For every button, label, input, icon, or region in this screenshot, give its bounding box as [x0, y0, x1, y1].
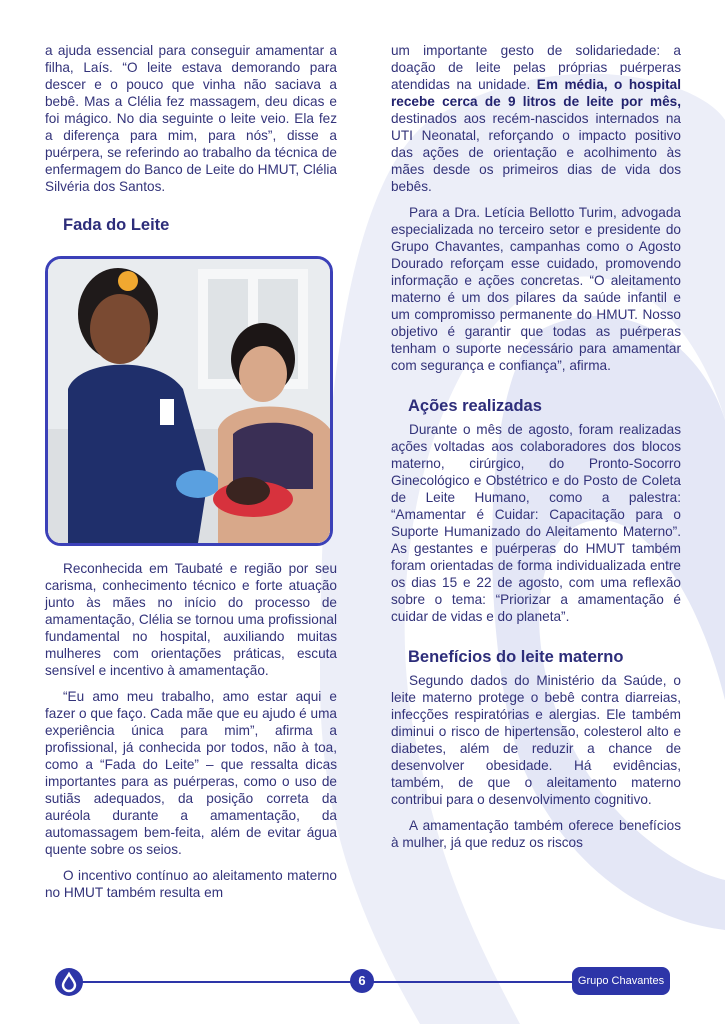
drop-icon	[55, 968, 83, 996]
left-column-lower	[45, 560, 337, 910]
right-paragraph-2: Para a Dra. Letícia Bellotto Turim, advogada especializada no terceiro setor e presidente do Grupo Chavantes, campanhas como o Agosto Dourado reforçam esse cuidado, promovendo informação e ações concretas. “O aleitamento materno é um dos pilares da saúde infantil e um compromisso permanente do HMUT. Nosso objetivo é garantir que todas as puérperas tenham o suporte necessário para amamentar com segurança e confiança”, afirma.	[391, 205, 681, 373]
right-paragraph-4: Segundo dados do Ministério da Saúde, o leite materno protege o bebê contra diarreias, infecções respiratórias e alergias. Ele também diminui o risco de hipertensão, colesterol alto e diabetes, além de reduzir a chance de desenvolver obesidade. Há evidências, também, de que o aleitamento materno contribui para o desenvolvimento cognitivo.	[391, 673, 681, 807]
left-column	[45, 42, 337, 234]
left-paragraph-3: “Eu amo meu trabalho, amo estar aqui e fazer o que faço. Cada mãe que eu ajudo é uma experiência única para mim”, afirma a profissional, já conhecida por todos, não à toa, como a “Fada do Leite” – que ressalta dicas importantes para as puérperas, como o uso de sutiãs adequados, da posição correta da auréola durante a amamentação, da automassagem bem-feita, além de evitar água quente sobre os seios.	[45, 689, 337, 857]
photo-illustration	[48, 259, 330, 543]
section-heading-beneficios: Benefícios do leite materno	[408, 648, 624, 666]
left-paragraph-4: O incentivo contínuo ao aleitamento materno no HMUT também resulta em	[45, 868, 337, 900]
brand-label: Grupo Chavantes	[572, 967, 670, 995]
article-photo	[45, 256, 333, 546]
section-heading-fada-do-leite: Fada do Leite	[63, 216, 170, 234]
footer-rule	[80, 981, 580, 983]
right-paragraph-1-text-a: um importante gesto de solidariedade: a doação de leite pelas próprias puérperas atendidas na unidade.	[391, 43, 681, 92]
section-heading-acoes-realizadas: Ações realizadas	[408, 397, 542, 415]
right-paragraph-1	[391, 42, 681, 195]
right-paragraph-1-text-b: destinados aos recém-nascidos internados na UTI Neonatal, reforçando o impacto positivo das ações de orientação e acolhimento às mães desde os primeiros dias de vida dos bebês.	[391, 111, 681, 194]
left-paragraph-1: a ajuda essencial para conseguir amamentar a filha, Laís. “O leite estava demorando para descer e o pouco que vinha não saciava a bebê. Mas a Clélia fez massagem, deu dicas e foi mágico. No dia seguinte o leite veio. Ela fez a diferença para mim, para nós”, disse a puérpera, se referindo ao trabalho da técnica de enfermagem do Banco de Leite do HMUT, Clélia Silvéria dos Santos.	[45, 43, 337, 194]
right-paragraph-3: Durante o mês de agosto, foram realizadas ações voltadas aos colaboradores dos blocos materno, cirúrgico, do Pronto-Socorro Ginecológico e Obstétrico e do Posto de Coleta de Leite Humano, como a palestra: “Amamentar é Cuidar: Capacitação para o Suporte Humanizado do Aleitamento Materno”. As gestantes e puérperas do HMUT também foram orientadas de forma individualizada entre os dias 15 e 22 de agosto, com uma reflexão sobre o tema: “Priorizar a amamentação é cuidar de vidas e do planeta”.	[391, 422, 681, 624]
right-paragraph-1-highlight: Em média, o hospital recebe cerca de 9 litros de leite por mês,	[391, 77, 681, 109]
page-number: 6	[350, 969, 374, 993]
right-paragraph-5: A amamentação também oferece benefícios à mulher, já que reduz os riscos	[391, 818, 681, 850]
right-column	[391, 42, 681, 860]
left-paragraph-2: Reconhecida em Taubaté e região por seu carisma, conhecimento técnico e forte atuação junto às mães no início do processo de amamentação, Clélia se tornou uma profissional fundamental no hospital, auxiliando muitas mulheres com orientações práticas, escuta sensível e incentivo à amamentação.	[45, 561, 337, 678]
